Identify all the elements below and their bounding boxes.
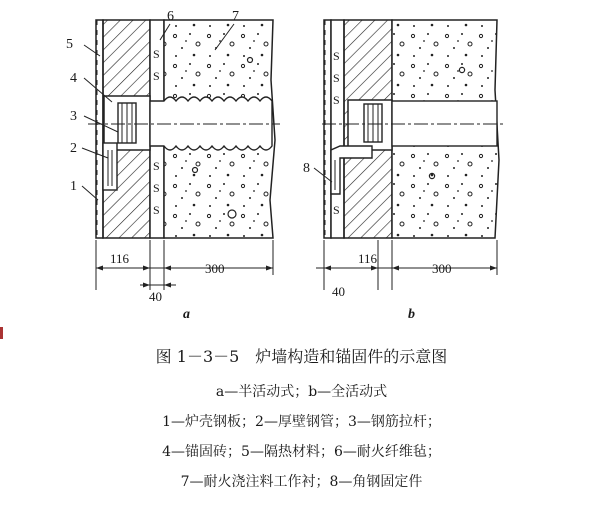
- a-caption-letter: a: [183, 307, 190, 322]
- b-felt-s: S: [333, 93, 340, 107]
- a-dim-116: 116: [110, 251, 130, 266]
- a-label-6: 6: [167, 9, 174, 24]
- caption-legend-parts-1: 1—炉壳钢板；2—厚壁钢管；3—钢筋拉杆；: [162, 414, 441, 430]
- a-felt-s: S: [153, 203, 160, 217]
- a-felt-s: S: [153, 159, 160, 173]
- caption-legend-parts-2: 4—锚固砖；5—隔热材料；6—耐火纤维毡；: [162, 444, 441, 460]
- caption-legend-types: a—半活动式；b—全活动式: [215, 384, 388, 400]
- b-label-8: 8: [303, 161, 310, 176]
- a-felt-s: S: [153, 69, 160, 83]
- b-felt-s: S: [333, 49, 340, 63]
- a-dim-300: 300: [205, 261, 225, 276]
- a-label-3: 3: [70, 109, 77, 124]
- caption-title: 图 1－3－5 炉墙构造和锚固件的示意图: [155, 347, 448, 366]
- a-label-2: 2: [70, 141, 77, 156]
- a-shell-plate: [96, 20, 103, 238]
- diagram-a: [66, 9, 280, 322]
- a-label-1: 1: [70, 179, 77, 194]
- b-dim-116: 116: [358, 251, 378, 266]
- a-dim-40: 40: [149, 289, 162, 304]
- diagram-b: [303, 20, 505, 322]
- b-felt-s: S: [333, 71, 340, 85]
- figure-caption: [0, 345, 603, 497]
- b-shell-plate: [324, 20, 331, 238]
- b-caption-letter: b: [408, 307, 415, 322]
- a-bracket: [103, 143, 117, 190]
- a-label-5: 5: [66, 37, 73, 52]
- b-dim-40: 40: [332, 284, 345, 299]
- a-label-4: 4: [70, 71, 77, 86]
- a-label-7: 7: [232, 9, 239, 24]
- caption-legend-parts-3: 7—耐火浇注料工作衬；8—角钢固定件: [180, 474, 423, 490]
- a-felt-s: S: [153, 181, 160, 195]
- b-felt-s: S: [333, 203, 340, 217]
- a-felt-s: S: [153, 47, 160, 61]
- b-dim-300: 300: [432, 261, 452, 276]
